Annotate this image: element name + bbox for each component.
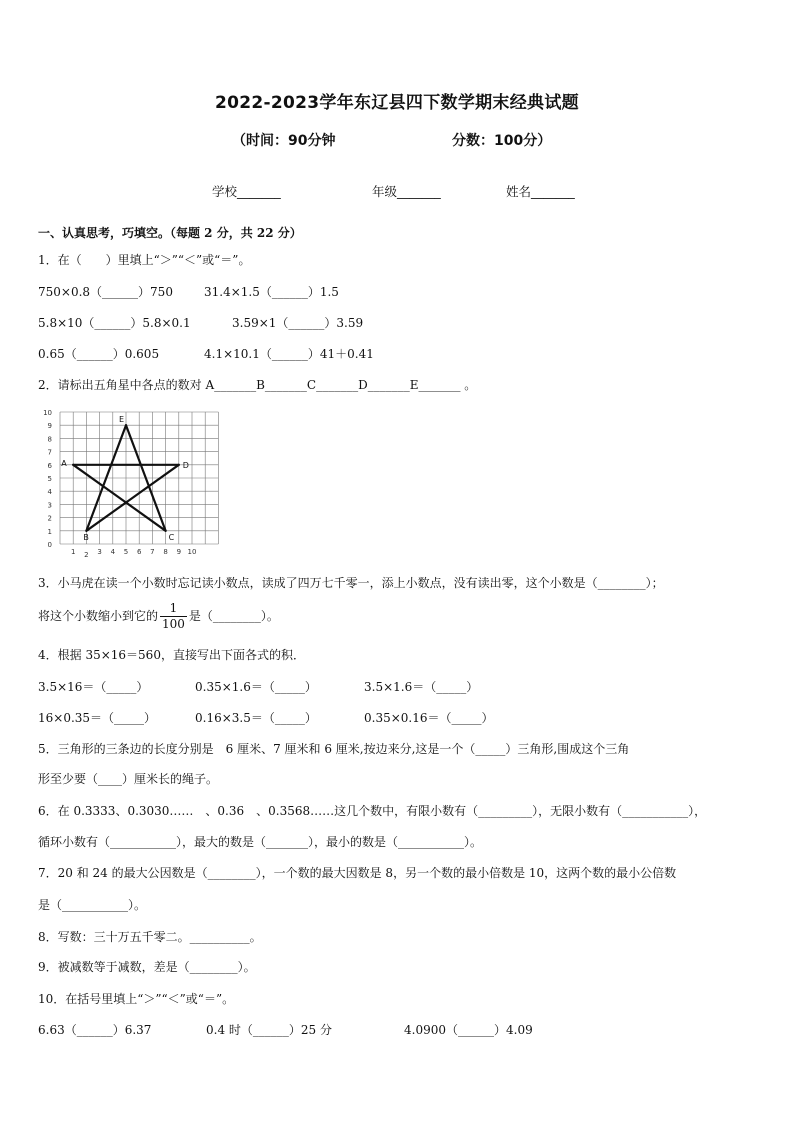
q1-item[interactable]: 3.59×1（______）3.59 (232, 316, 364, 330)
point-label: A (61, 458, 67, 468)
school-field[interactable]: 学校_______ (212, 184, 281, 199)
x-tick-label: 9 (176, 548, 182, 556)
q10-item[interactable]: 0.4 时（______）25 分 (206, 1023, 332, 1037)
fraction (160, 601, 187, 632)
y-tick-label: 1 (47, 527, 52, 536)
point-label: B (83, 532, 89, 542)
name-field[interactable]: 姓名_______ (506, 184, 575, 199)
x-tick-label: 5 (123, 548, 129, 556)
q2-stem: 2．请标出五角星中各点的数对 A_______B_______C_______D_______E_______ 。 (38, 378, 477, 392)
q8-line: 8．写数：三十万五千零二。__________。 (38, 930, 262, 944)
q4-item[interactable]: 0.16×3.5＝（_____） (195, 711, 317, 725)
q3-line1: 3．小马虎在读一个小数时忘记读小数点，读成了四万七千零一，添上小数点，没有读出零，这个小数是（________）； (38, 576, 664, 590)
y-tick-label: 6 (47, 461, 52, 470)
x-tick-label: 7 (150, 548, 155, 556)
y-tick-label: 10 (43, 409, 52, 417)
q4-item[interactable]: 0.35×0.16＝（_____） (364, 711, 494, 725)
q3-line2-post: 是（________）。 (188, 609, 279, 623)
x-tick-label: 10 (187, 548, 197, 556)
y-tick-label: 9 (47, 422, 52, 431)
x-tick-label: 1 (70, 548, 76, 556)
q3-line2-pre: 将这个小数缩小到它的 (38, 609, 159, 623)
star-grid-figure (38, 408, 238, 558)
y-tick-label: 0 (47, 541, 52, 549)
q10-item[interactable]: 6.63（______）6.37 (38, 1023, 152, 1037)
q4-item[interactable]: 3.5×1.6＝（_____） (364, 680, 479, 694)
q10-stem: 10．在括号里填上“＞”“＜”或“＝”。 (38, 992, 235, 1006)
y-tick-label: 4 (47, 488, 52, 497)
exam-score: 分数：100分） (452, 133, 552, 149)
grade-field[interactable]: 年级_______ (372, 184, 441, 199)
y-tick-label: 5 (47, 475, 52, 483)
q4-stem: 4．根据 35×16＝560，直接写出下面各式的积． (38, 648, 305, 662)
fraction-denominator: 100 (162, 617, 185, 631)
q6-line2: 循环小数有（___________），最大的数是（_______），最小的数是（___________）。 (38, 835, 483, 849)
q5-line2: 形至少要（____）厘米长的绳子。 (38, 772, 219, 786)
star-edge (86, 465, 178, 531)
fraction-numerator: 1 (160, 601, 187, 617)
x-tick-label: 8 (163, 548, 168, 556)
q1-item[interactable]: 750×0.8（______）750 (38, 285, 173, 299)
y-tick-label: 7 (47, 448, 52, 457)
q1-item[interactable]: 5.8×10（______）5.8×0.1 (38, 316, 191, 330)
q6-line1: 6．在 0.3333、0.3030…… 、0.36 、0.3568……这几个数中，有限小数有（_________），无限小数有（___________）， (38, 804, 707, 818)
q1-item[interactable]: 31.4×1.5（______）1.5 (204, 285, 339, 299)
q7-line2: 是（___________）。 (38, 898, 147, 912)
x-tick-label: 4 (110, 548, 116, 556)
point-label: D (182, 460, 189, 470)
q1-stem: 1．在（ ）里填上“＞”“＜”或“＝”。 (38, 253, 251, 267)
x-tick-label: 6 (136, 548, 142, 556)
q10-item[interactable]: 4.0900（______）4.09 (404, 1023, 533, 1037)
q9-line: 9．被减数等于减数，差是（________）。 (38, 960, 256, 974)
q4-item[interactable]: 3.5×16＝（_____） (38, 680, 149, 694)
point-label: E (119, 415, 125, 425)
y-tick-label: 8 (47, 435, 52, 444)
star-edge (73, 465, 165, 531)
x-tick-label: 3 (97, 548, 102, 556)
q7-line1: 7．20 和 24 的最大公因数是（________），一个数的最大因数是 8，另一个数的最小倍数是 10，这两个数的最小公倍数 (38, 866, 677, 880)
q4-item[interactable]: 0.35×1.6＝（_____） (195, 680, 317, 694)
q1-item[interactable]: 0.65（______）0.605 (38, 347, 160, 361)
q1-item[interactable]: 4.1×10.1（______）41＋0.41 (204, 347, 374, 361)
section-heading: 一、认真思考，巧填空。（每题 2 分，共 22 分） (38, 226, 302, 240)
q3-line2 (38, 601, 279, 632)
y-tick-label: 3 (47, 501, 52, 510)
q5-line1: 5．三角形的三条边的长度分别是 6 厘米、7 厘米和 6 厘米,按边来分,这是一个（_____）三角形,围成这个三角 (38, 742, 630, 756)
exam-time: （时间：90分钟 (232, 133, 336, 149)
x-tick-label: 2 (84, 551, 89, 558)
point-label: C (168, 532, 175, 542)
q4-item[interactable]: 16×0.35＝（_____） (38, 711, 157, 725)
page-title: 2022-2023学年东辽县四下数学期末经典试题 (215, 93, 579, 113)
y-tick-label: 2 (47, 514, 52, 523)
